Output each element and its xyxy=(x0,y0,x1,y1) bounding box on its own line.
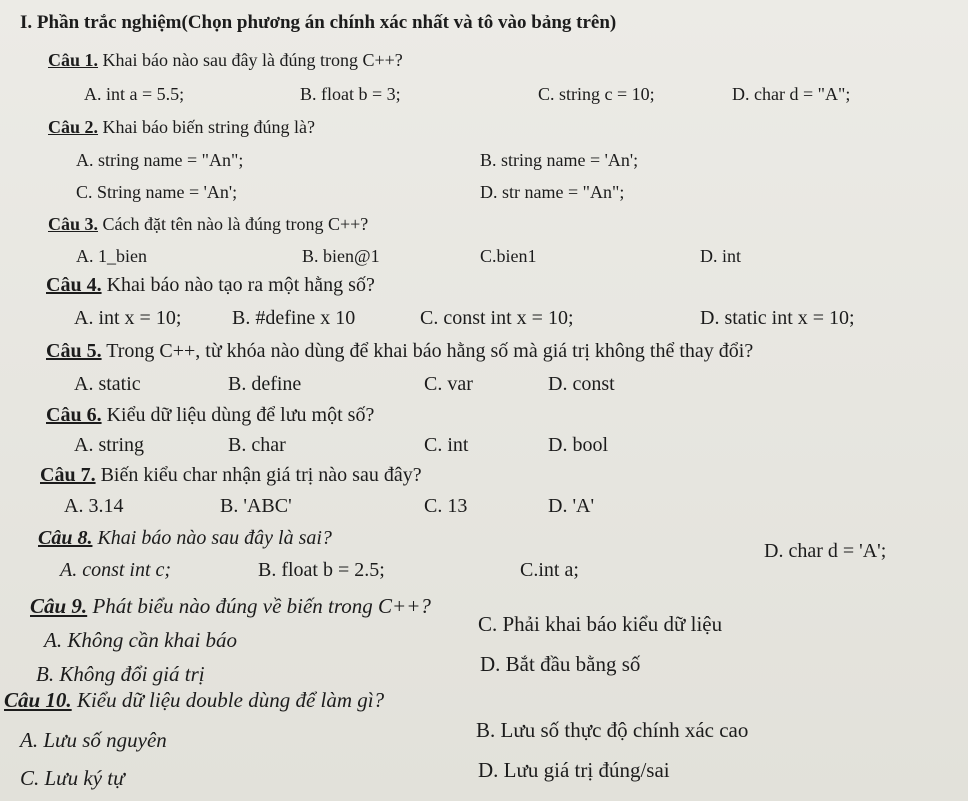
question-4-text: Khai báo nào tạo ra một hằng số? xyxy=(101,274,375,296)
question-6-text: Kiểu dữ liệu dùng để lưu một số? xyxy=(101,404,375,426)
question-4 xyxy=(46,274,375,297)
question-6 xyxy=(46,404,374,427)
question-5 xyxy=(46,340,753,363)
question-2-text: Khai báo biến string đúng là? xyxy=(98,117,315,137)
question-5-option-c: C. var xyxy=(424,373,473,395)
question-7 xyxy=(40,464,422,487)
question-8-option-c: C.int a; xyxy=(520,559,579,581)
question-2-option-b: B. string name = 'An'; xyxy=(480,150,639,170)
question-7-number: Câu 7. xyxy=(40,464,96,486)
question-2-option-c: C. String name = 'An'; xyxy=(76,182,238,202)
question-10-option-d: D. Lưu giá trị đúng/sai xyxy=(478,758,670,782)
question-3-option-a: A. 1_bien xyxy=(76,246,147,266)
question-4-option-c: C. const int x = 10; xyxy=(420,307,574,329)
question-8-option-b: B. float b = 2.5; xyxy=(258,559,385,581)
question-6-number: Câu 6. xyxy=(46,404,102,426)
question-1 xyxy=(48,50,403,71)
question-1-option-b: B. float b = 3; xyxy=(300,84,401,104)
question-6-option-c: C. int xyxy=(424,434,469,456)
question-9-number: Câu 9. xyxy=(30,594,88,618)
question-7-option-b: B. 'ABC' xyxy=(220,495,292,517)
question-2 xyxy=(48,117,315,138)
question-2-number: Câu 2. xyxy=(48,117,99,137)
question-9 xyxy=(30,594,431,619)
question-6-option-a: A. string xyxy=(74,434,144,456)
question-5-option-b: B. define xyxy=(228,373,302,395)
question-4-option-d: D. static int x = 10; xyxy=(700,307,855,329)
question-8-option-a: A. const int c; xyxy=(60,559,172,581)
question-8 xyxy=(38,527,332,550)
question-9-text: Phát biểu nào đúng về biến trong C++? xyxy=(87,594,431,618)
question-6-option-b: B. char xyxy=(228,434,286,456)
question-7-option-d: D. 'A' xyxy=(548,495,595,517)
question-10-text: Kiểu dữ liệu double dùng để làm gì? xyxy=(71,688,385,712)
question-8-option-d: D. char d = 'A'; xyxy=(764,540,887,562)
question-1-option-c: C. string c = 10; xyxy=(538,84,655,104)
question-10-option-a: A. Lưu số nguyên xyxy=(20,728,167,752)
question-1-number: Câu 1. xyxy=(48,50,99,70)
question-9-option-b: B. Không đổi giá trị xyxy=(36,662,205,686)
question-10-number: Câu 10. xyxy=(4,688,72,712)
question-9-option-c: C. Phải khai báo kiểu dữ liệu xyxy=(478,612,723,636)
question-3-option-d: D. int xyxy=(700,246,742,266)
question-10 xyxy=(4,688,384,713)
question-10-option-c: C. Lưu ký tự xyxy=(20,766,125,790)
question-5-number: Câu 5. xyxy=(46,340,102,362)
question-8-number: Câu 8. xyxy=(38,527,93,549)
question-2-option-d: D. str name = "An"; xyxy=(480,182,625,202)
question-1-option-a: A. int a = 5.5; xyxy=(84,84,185,104)
question-2-option-a: A. string name = "An"; xyxy=(76,150,244,170)
question-4-number: Câu 4. xyxy=(46,274,102,296)
question-3-text: Cách đặt tên nào là đúng trong C++? xyxy=(98,214,369,234)
question-9-option-a: A. Không cần khai báo xyxy=(44,628,238,652)
question-5-option-d: D. const xyxy=(548,373,615,395)
question-4-option-a: A. int x = 10; xyxy=(74,307,182,329)
question-3-number: Câu 3. xyxy=(48,214,99,234)
question-9-option-d: D. Bắt đầu bằng số xyxy=(480,652,641,676)
question-8-text: Khai báo nào sau đây là sai? xyxy=(92,527,332,549)
question-5-text: Trong C++, từ khóa nào dùng để khai báo hằng số mà giá trị không thể thay đổi? xyxy=(101,340,754,362)
question-7-text: Biến kiểu char nhận giá trị nào sau đây? xyxy=(95,464,422,486)
question-7-option-a: A. 3.14 xyxy=(64,495,124,517)
question-1-option-d: D. char d = "A"; xyxy=(732,84,851,104)
question-3 xyxy=(48,214,368,235)
question-3-option-c: C.bien1 xyxy=(480,246,537,266)
question-5-option-a: A. static xyxy=(74,373,141,395)
question-4-option-b: B. #define x 10 xyxy=(232,307,356,329)
question-7-option-c: C. 13 xyxy=(424,495,468,517)
question-3-option-b: B. bien@1 xyxy=(302,246,380,266)
question-6-option-d: D. bool xyxy=(548,434,608,456)
question-10-option-b: B. Lưu số thực độ chính xác cao xyxy=(476,718,749,742)
section-title: I. Phần trắc nghiệm(Chọn phương án chính xác nhất và tô vào bảng trên) xyxy=(20,12,617,33)
question-1-text: Khai báo nào sau đây là đúng trong C++? xyxy=(98,50,403,70)
